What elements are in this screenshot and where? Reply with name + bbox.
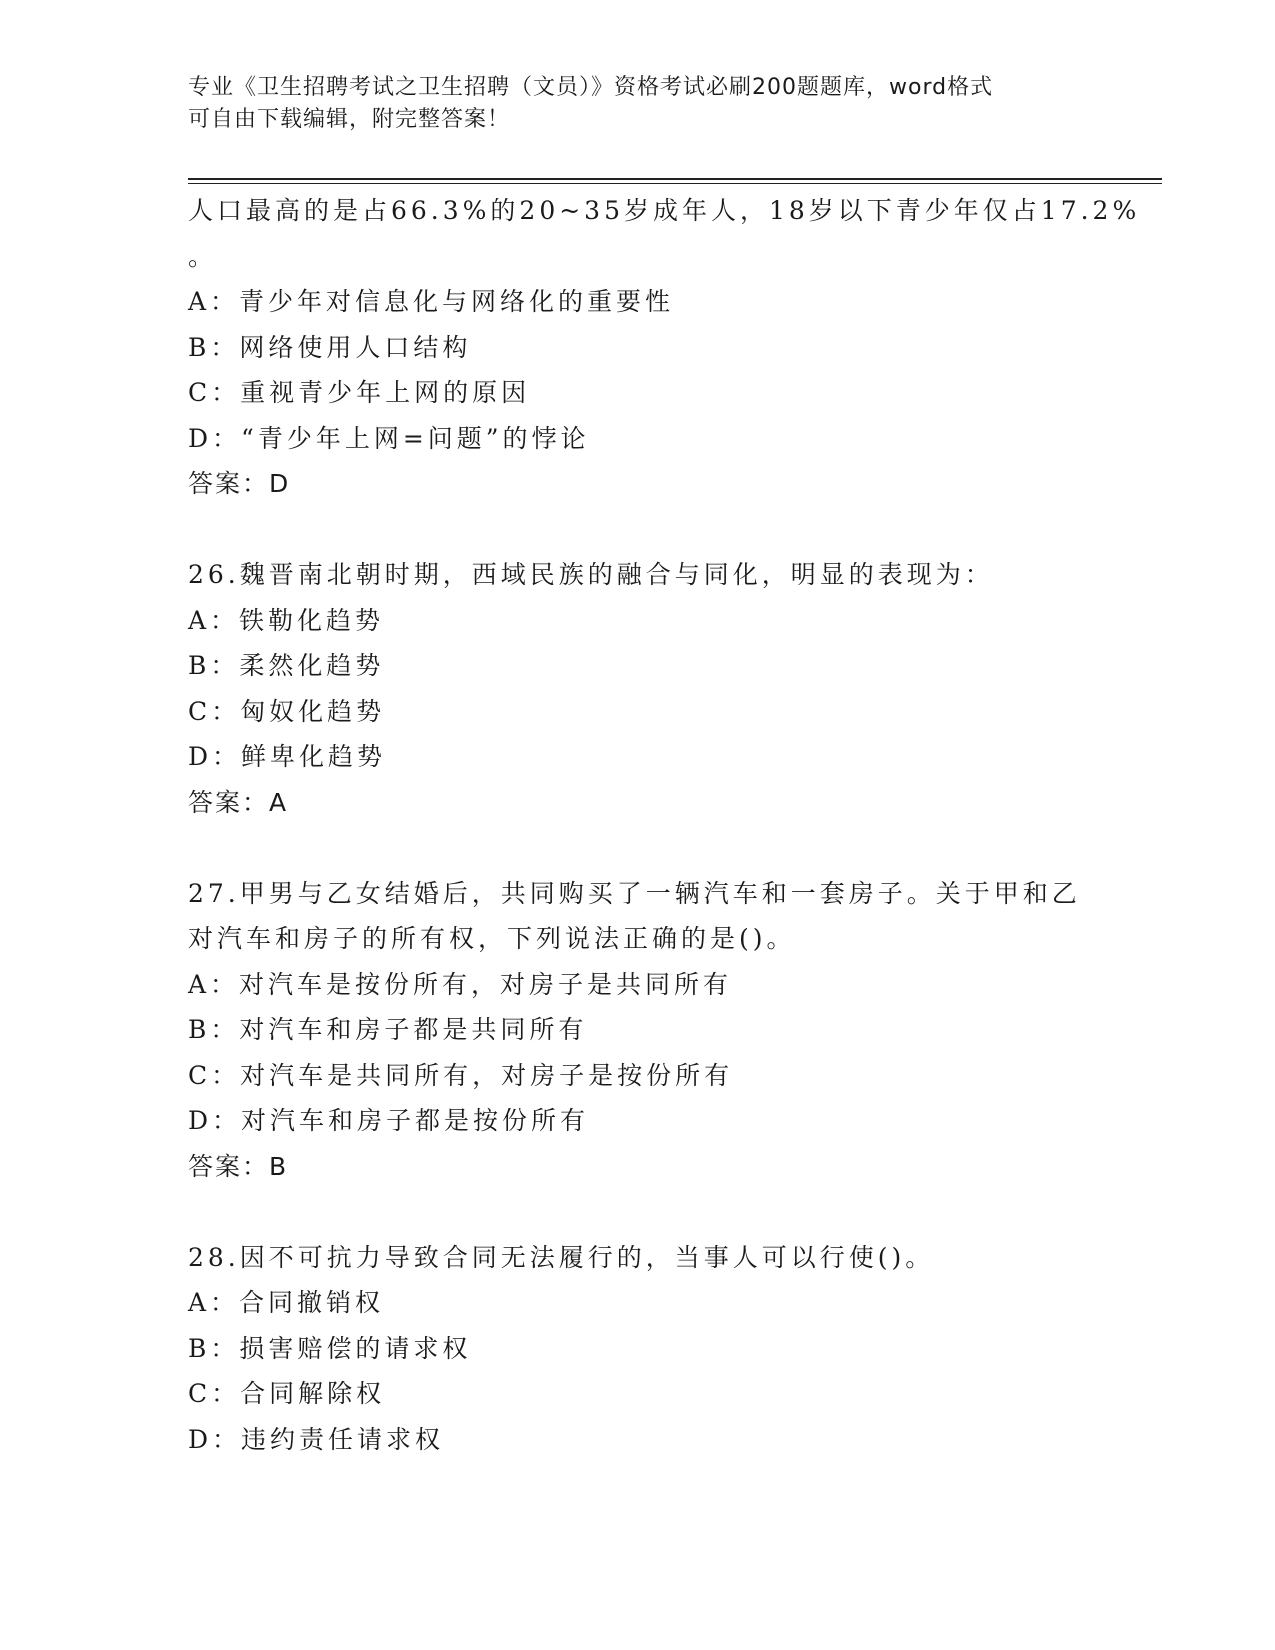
option-d: D：“青少年上网=问题”的悖论 — [188, 423, 590, 453]
spacer — [188, 507, 1148, 553]
answer-line: 答案：B — [188, 1151, 289, 1181]
option-c: C：对汽车是共同所有，对房子是按份所有 — [188, 1060, 734, 1090]
question-text-line: 28.因不可抗力导致合同无法履行的，当事人可以行使()。 — [188, 1242, 935, 1272]
spacer — [188, 825, 1148, 871]
header-divider — [188, 178, 1162, 184]
option-d: D：违约责任请求权 — [188, 1424, 445, 1454]
option-b: B：损害赔偿的请求权 — [188, 1333, 472, 1363]
question-text-line: 。 — [188, 241, 218, 271]
option-d: D：鲜卑化趋势 — [188, 742, 387, 771]
question-text-line: 26.魏晋南北朝时期，西域民族的融合与同化，明显的表现为： — [188, 560, 994, 589]
question-text-line: 人口最高的是占66.3%的20~35岁成年人，18岁以下青少年仅占17.2% — [188, 196, 1141, 225]
question-continuation — [188, 188, 1148, 507]
option-a: A：铁勒化趋势 — [188, 605, 385, 635]
question-27 — [188, 871, 1148, 1190]
answer-line: 答案：D — [188, 469, 291, 498]
option-a: A：对汽车是按份所有，对房子是共同所有 — [188, 969, 733, 999]
header-line-1: 专业《卫生招聘考试之卫生招聘（文员）》资格考试必刷200题题库，word格式 — [188, 75, 994, 100]
question-content — [188, 188, 1148, 1462]
option-c: C：合同解除权 — [188, 1379, 386, 1408]
answer-line: 答案：A — [188, 787, 289, 817]
document-header — [188, 72, 1088, 136]
question-text-line: 27.甲男与乙女结婚后，共同购买了一辆汽车和一套房子。关于甲和乙 — [188, 878, 1081, 908]
question-28 — [188, 1235, 1148, 1463]
option-b: B：网络使用人口结构 — [188, 332, 472, 362]
option-a: A：青少年对信息化与网络化的重要性 — [188, 287, 675, 316]
option-d: D：对汽车和房子都是按份所有 — [188, 1106, 590, 1135]
option-a: A：合同撤销权 — [188, 1288, 385, 1317]
question-text-line: 对汽车和房子的所有权，下列说法正确的是()。 — [188, 924, 796, 953]
option-b: B：柔然化趋势 — [188, 651, 385, 680]
option-c: C：匈奴化趋势 — [188, 696, 386, 726]
option-b: B：对汽车和房子都是共同所有 — [188, 1015, 588, 1044]
header-line-2: 可自由下载编辑，附完整答案！ — [188, 107, 511, 132]
option-c: C：重视青少年上网的原因 — [188, 378, 531, 407]
question-26 — [188, 552, 1148, 825]
spacer — [188, 1189, 1148, 1235]
